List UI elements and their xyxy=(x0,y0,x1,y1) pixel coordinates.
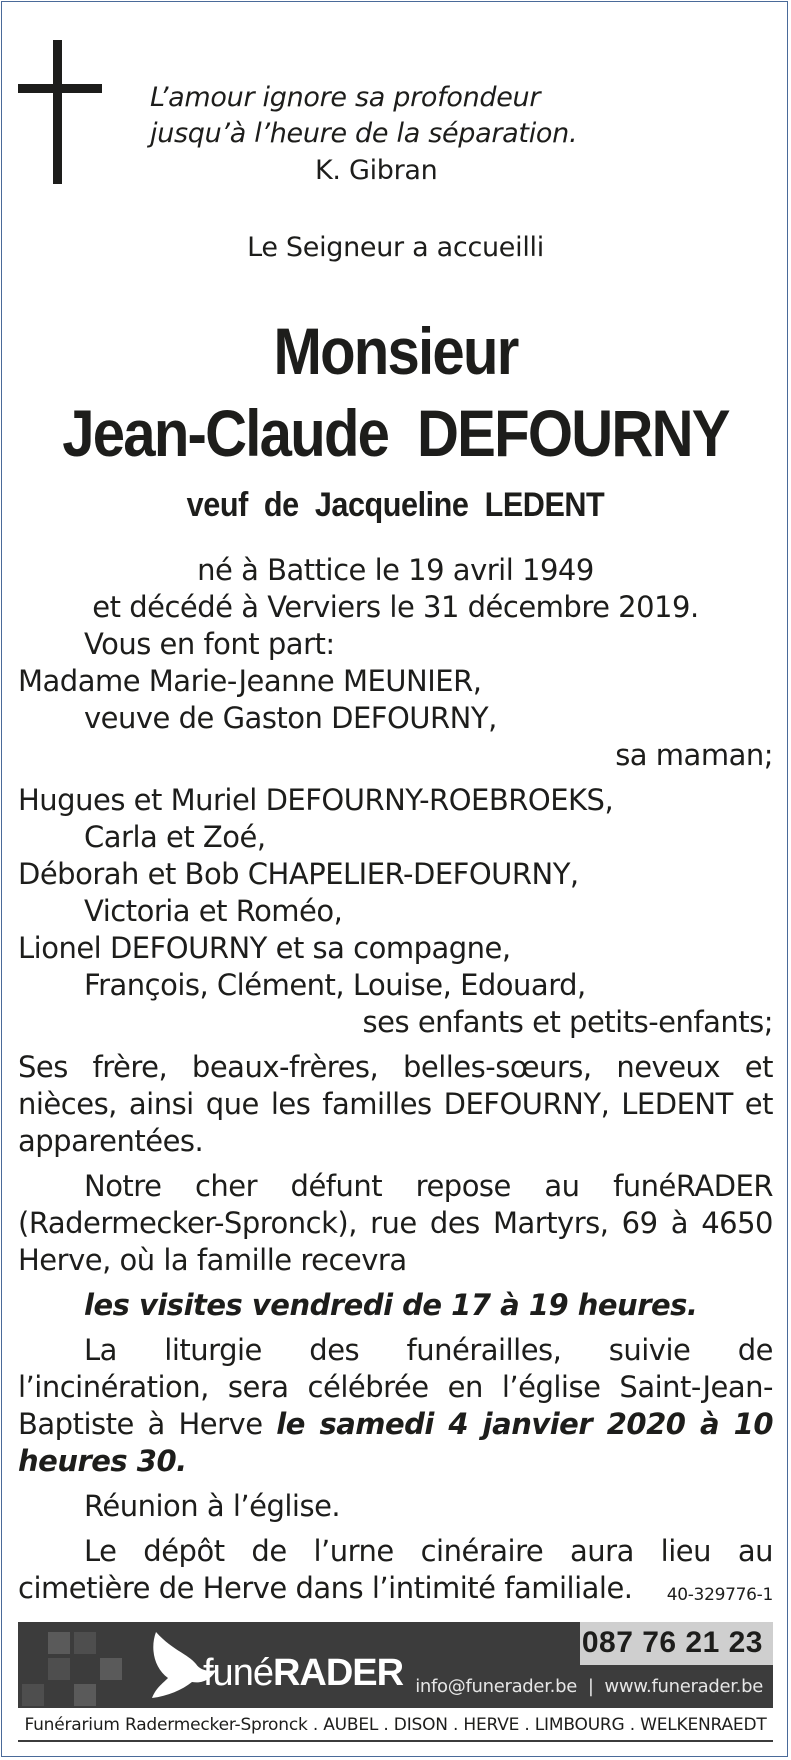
family-child-1-kids: Carla et Zoé, xyxy=(84,820,266,854)
visitation-text: Notre cher défunt repose au funéRADER (Radermecker-Spronck), rue des Martyrs, 69 à 4650 Herve, où la famille recevra xyxy=(18,1169,773,1277)
family-child-2-kids: Victoria et Roméo, xyxy=(84,894,343,928)
deceased-title: Monsieur xyxy=(273,314,518,388)
phone-number[interactable]: 087 76 21 23 xyxy=(581,1626,763,1659)
funeral-date: le samedi 4 janvier 2020 à 10 heures 30. xyxy=(18,1407,774,1478)
brand-logo xyxy=(203,1652,403,1695)
family-child-3: Lionel DEFOURNY et sa compagne, xyxy=(18,931,511,965)
quote-author: K. Gibran xyxy=(315,155,438,186)
funeral-meeting: Réunion à l’église. xyxy=(84,1489,341,1523)
announce-line: Vous en font part: xyxy=(84,627,335,661)
family-mother-role: sa maman; xyxy=(615,738,773,772)
brand-prefix: funé xyxy=(203,1652,273,1694)
contact-links[interactable]: info@funerader.be | www.funerader.be xyxy=(415,1676,763,1697)
death-line: et décédé à Verviers le 31 décembre 2019. xyxy=(92,590,699,624)
urn-text: Le dépôt de l’urne cinéraire aura lieu au cimetière de Herve dans l’intimité familiale. xyxy=(18,1534,773,1605)
deceased-name: Jean-Claude DEFOURNY xyxy=(62,396,729,470)
funeral-text-body: La liturgie des funérailles, suivie de l’incinération, sera célébrée en l’église Saint-Jean-Baptiste à Herve xyxy=(18,1333,773,1441)
quote-line-1: L’amour ignore sa profondeur xyxy=(150,82,541,113)
deceased-name-block xyxy=(47,310,743,474)
family-child-1: Hugues et Muriel DEFOURNY-ROEBROEKS, xyxy=(18,783,614,817)
visitation-hours: les visites vendredi de 17 à 19 heures. xyxy=(84,1288,698,1322)
quote-line-2: jusqu’à l’heure de la séparation. xyxy=(150,118,578,149)
family-mother-name: Madame Marie-Jeanne MEUNIER, xyxy=(18,664,482,698)
family-others: Ses frère, beaux-frères, belles-sœurs, neveux et nièces, ainsi que les familles DEFOURNY, LEDENT et apparentées. xyxy=(18,1050,773,1158)
cross-icon xyxy=(18,40,102,184)
funeral-text xyxy=(18,1332,773,1480)
birth-line: né à Battice le 19 avril 1949 xyxy=(197,553,594,587)
family-child-2: Déborah et Bob CHAPELIER-DEFOURNY, xyxy=(18,857,579,891)
family-children-role: ses enfants et petits-enfants; xyxy=(362,1005,773,1039)
family-mother-widow: veuve de Gaston DEFOURNY, xyxy=(84,701,497,735)
widower-line: veuf de Jacqueline LEDENT xyxy=(186,486,605,524)
brand-name: RADER xyxy=(272,1652,404,1694)
family-child-3-kids: François, Clément, Louise, Edouard, xyxy=(84,968,586,1002)
intro-line: Le Seigneur a accueilli xyxy=(247,232,544,263)
funeral-home-locations: Funérarium Radermecker-Spronck . AUBEL . DISON . HERVE . LIMBOURG . WELKENRAEDT xyxy=(18,1710,773,1742)
funeral-home-banner xyxy=(18,1622,773,1708)
epigraph-quote xyxy=(150,80,578,186)
reference-number: 40-329776-1 xyxy=(666,1585,773,1605)
notice-body xyxy=(18,552,773,1607)
